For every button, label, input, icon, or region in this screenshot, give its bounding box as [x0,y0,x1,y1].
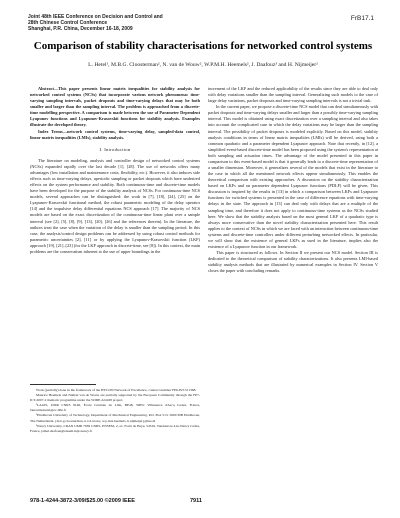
paper-id: FrB17.1 [350,15,374,22]
conference-header [28,14,163,32]
right-paragraph-2: In the current paper, we propose a discrete-time NCS model that can deal simultaneously with packet dropouts and time-varying delays smaller and larger than a possibly time-varying sampling interval. This model is obtained using exact discretization over a sampling interval and also takes into account the complicated case in which the delay variations may be larger than the sampling interval. The possibility of packet dropouts is modeled explicitly. Based on this model, stability analysis conditions in terms of linear matrix inequalities (LMIs) will be derived, using both a common quadratic and a parameter dependent Lyapunov approach. Note that recently, in [12], a simplified event-based discrete-time model has been proposed using the system's representation at both sampling and actuation times. The advantage of the model presented in this paper in comparison to this event-based model is that it generally leads to a discrete-time representation of a smaller dimension. Moreover, it generalizes several of the models that exist in the literature to the case in which all the mentioned network effects appear simultaneously. This enables the theoretical comparison with existing approaches. A discussion on the stability characterization based on LKFs and on parameter dependent Lyapunov functions (PDLF) will be given. This discussion is inspired by the results in [13] in which a comparison between LKFs and Lyapunov functions for switched systems is presented in the case of difference equations with time-varying delays in the state. The approach in [13] can deal only with delays that are a multiple of the sampling time, and therefore it does not apply to continuous-time systems as the NCSs studied here. We show that the stability analysis based on the most general LKF of a quadratic type is always more conservative than the novel stability characterization presented here. This result applies to the context of NCSs in which we are faced with an interaction between continuous-time systems and discrete-time controllers under different perturbing networked effects. In particular, we will show that the existence of general LKFs as used in the literature, implies also the existence of a Lyapunov function in our framework. [208,104,378,250]
footnotes [30,388,200,434]
right-paragraph-3: This paper is structured as follows. In Section II we present our NCS model. Section III is dedicated to the theoretical comparison of stability characterizations. It also presents LMI-based stability analysis methods that are illustrated by numerical examples in Section IV. Section V closes the paper with concluding remarks. [208,250,378,274]
footnote-support: Maurice Heemels and Nathan van de Wouw are partially supported by the European Community through the FP7-ICT-2007-2 thematic programme under the WIDE-224168 project. [30,393,200,403]
index-terms: Index Terms—network control systems, time-varying delay, sampled-data control, linear matrix inequalities (LMIs), stability analysis. [30,128,200,140]
left-column [30,86,200,255]
footnote-affiliation-3: ³Nancy University, CRAN UMR 7039 CNRS, ENSEM, 2, av. Forêt de Haye, 54516, Vandœuvre-Lès-Nancy Cedex, France, jamal.daafouz@ensem.inpl-nancy.fr [30,423,200,433]
page-number: 7911 [190,498,202,504]
introduction-paragraph: The literature on modeling, analysis and controller design of networked control systems (NCSs) expanded rapidly over the last decade [1], [28]. The use of networks offers many advantages (low installation and maintenance costs, flexibility, etc.). However, it also induces side effects such as time-varying delays, aperiodic sampling or packet dropouts which have undesired effects on the system performance and stability. Both continuous-time and discrete-time models have been developed for the purpose of the stability analysis of NCSs. For continuous-time NCS models, several approaches can be distinguished: the work in [7], [18], [24], [25] on the Lyapunov-Krasovskii functional method, the robust parametric modeling of the delay operator [14] and the impulsive delay differential equations NCS approach [17]. The majority of NCS models are based on the exact discretization of the continuous-time linear plant over a sample interval (see [2], [5], [8], [9], [13], [20], [26] and the references therein). In the literature, the authors treat the case when the variation of the delay is smaller than the sampling period. In this case, the analysis/control design problems can be addressed by using robust control methods for parametric uncertainties [2], [11] or by applying the Lyapunov-Krasovskii function (LKF) approach [19], [21]–[23] (for the LKF approach in discrete-time, see [8]). In this context, the main problems are the conservatism inherent to the use of upper boundings in the [30,157,200,254]
author-list: L. Hetel¹, M.B.G. Cloosterman², N. van de Wouw², W.P.M.H. Heemels², J. Daafouz³ and H. Nijmeijer² [88,62,318,68]
footnote-affiliation-2: ²Eindhoven University of Technology, Department of Mechanical Engineering, P.O. Box 513, 5600 MB Eindhoven, The Netherlands, {m.b.g.cloosterman, n.v.d.wouw, w.p.m.h.heemels, h.nijmeijer}@tue.nl [30,413,200,423]
footnote-divider [30,384,96,385]
right-paragraph-1: increment of the LKF and the reduced applicability of the results since they are able to deal only with delay variations smaller than the sampling interval. Generalizing such models to the case of large delay variations, packet dropouts and time-varying sampling intervals is not a trivial task. [208,86,378,104]
abstract: Abstract—This paper presents linear matrix inequalities for stability analysis for networked control systems (NCSs) that incorporate various network phenomena: time-varying sampling intervals, packet dropouts and time-varying delays that may be both smaller and larger than the sampling interval. The problem is approached from a discrete-time modelling perspective. A comparison is made between the use of Parameter Dependent Lyapunov functions and Lyapunov-Krasovskii functions for stability analysis. Examples illustrate the developed theory. [30,86,200,128]
footnote-funding: Work (partially) done in the framework of the HYCON Network of Excellence, contract number FP6-IST-511368. [36,388,197,392]
section-heading-introduction: I. Introduction [99,146,131,152]
conference-line-3: Shanghai, P.R. China, December 16-18, 2009 [28,26,133,32]
isbn-copyright: 978-1-4244-3872-3/09/$25.00 ©2009 IEEE [30,498,135,504]
paper-title: Comparison of stability characterisations for networked control systems [33,40,373,52]
conference-line-1: Joint 48th IEEE Conference on Decision and Control and [28,14,163,20]
right-column [208,86,378,274]
footnote-affiliation-1: ¹LAGIS, UMR CNRS 8146, École Centrale de Lille, BP48, 59651 Villeneuve d'Ascq Cedex, France, laurentiu.hetel@ec-lille.fr [30,403,200,413]
conference-line-2: 28th Chinese Control Conference [28,20,108,26]
